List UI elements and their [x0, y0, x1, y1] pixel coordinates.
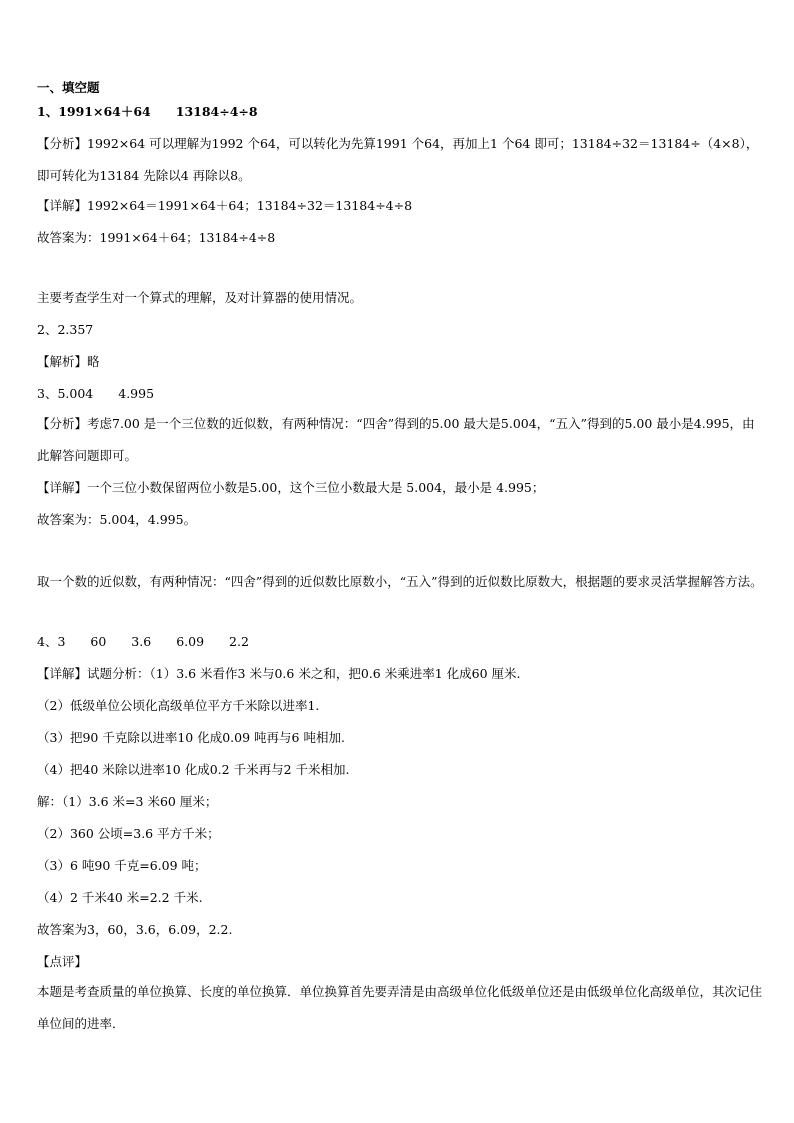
- q4-final-answer: 故答案为3，60，3.6，6.09，2.2.: [37, 922, 233, 937]
- q4-answer: 4、3 60 3.6 6.09 2.2: [37, 634, 249, 649]
- q2-analysis: 【解析】略: [37, 354, 100, 369]
- q4-solution-1: 解：（1）3.6 米=3 米60 厘米；: [37, 794, 218, 809]
- q1-note: 主要考查学生对一个算式的理解，及对计算器的使用情况。: [37, 290, 363, 305]
- q3-note: 取一个数的近似数，有两种情况：“四舍”得到的近似数比原数小，“五入”得到的近似数比原数大，根据题的要求灵活掌握解答方法。: [37, 574, 763, 589]
- q4-detail: 【详解】试题分析：（1）3.6 米看作3 米与0.6 米之和，把0.6 米乘进率1 化成60 厘米.: [37, 666, 521, 681]
- q4-comment: 本题是考查质量的单位换算、长度的单位换算．单位换算首先要弄清是由高级单位化低级单位还是由低级单位化高级单位，其次记住单位间的进率．: [37, 984, 763, 1031]
- q4-solution-2: （2）360 公顷=3.6 平方千米；: [37, 826, 220, 841]
- q4-step-3: （3）把90 千克除以进率10 化成0.09 吨再与6 吨相加.: [37, 730, 345, 745]
- q1-final-answer: 故答案为：1991×64＋64；13184÷4÷8: [37, 230, 276, 245]
- q4-solution-3: （3）6 吨90 千克=6.09 吨；: [37, 858, 207, 873]
- q1-detail: 【详解】1992×64＝1991×64＋64；13184÷32＝13184÷4÷8: [37, 198, 413, 213]
- q4-solution-4: （4）2 千米40 米=2.2 千米.: [37, 890, 203, 905]
- q1-answer: 1、1991×64＋64 13184÷4÷8: [37, 104, 258, 119]
- q3-detail: 【详解】一个三位小数保留两位小数是5.00，这个三位小数最大是 5.004，最小是 4.995；: [37, 480, 545, 495]
- q3-final-answer: 故答案为：5.004，4.995。: [37, 512, 197, 527]
- q3-analysis: 【分析】考虑7.00 是一个三位数的近似数，有两种情况：“四舍”得到的5.00 最大是5.004，“五入”得到的5.00 最小是4.995，由此解答问题即可。: [37, 416, 755, 463]
- q4-step-2: （2）低级单位公顷化高级单位平方千米除以进率1.: [37, 698, 320, 713]
- q2-answer: 2、2.357: [37, 322, 94, 337]
- q3-answer: 3、5.004 4.995: [37, 386, 155, 401]
- section-title: 一、填空题: [37, 80, 100, 95]
- q4-step-4: （4）把40 米除以进率10 化成0.2 千米再与2 千米相加.: [37, 762, 350, 777]
- q4-comment-label: 【点评】: [37, 954, 88, 969]
- q1-analysis: 【分析】1992×64 可以理解为1992 个64，可以转化为先算1991 个64，再加上1 个64 即可；13184÷32＝13184÷（4×8），即可转化为13184 先除以4 再除以8。: [37, 136, 759, 183]
